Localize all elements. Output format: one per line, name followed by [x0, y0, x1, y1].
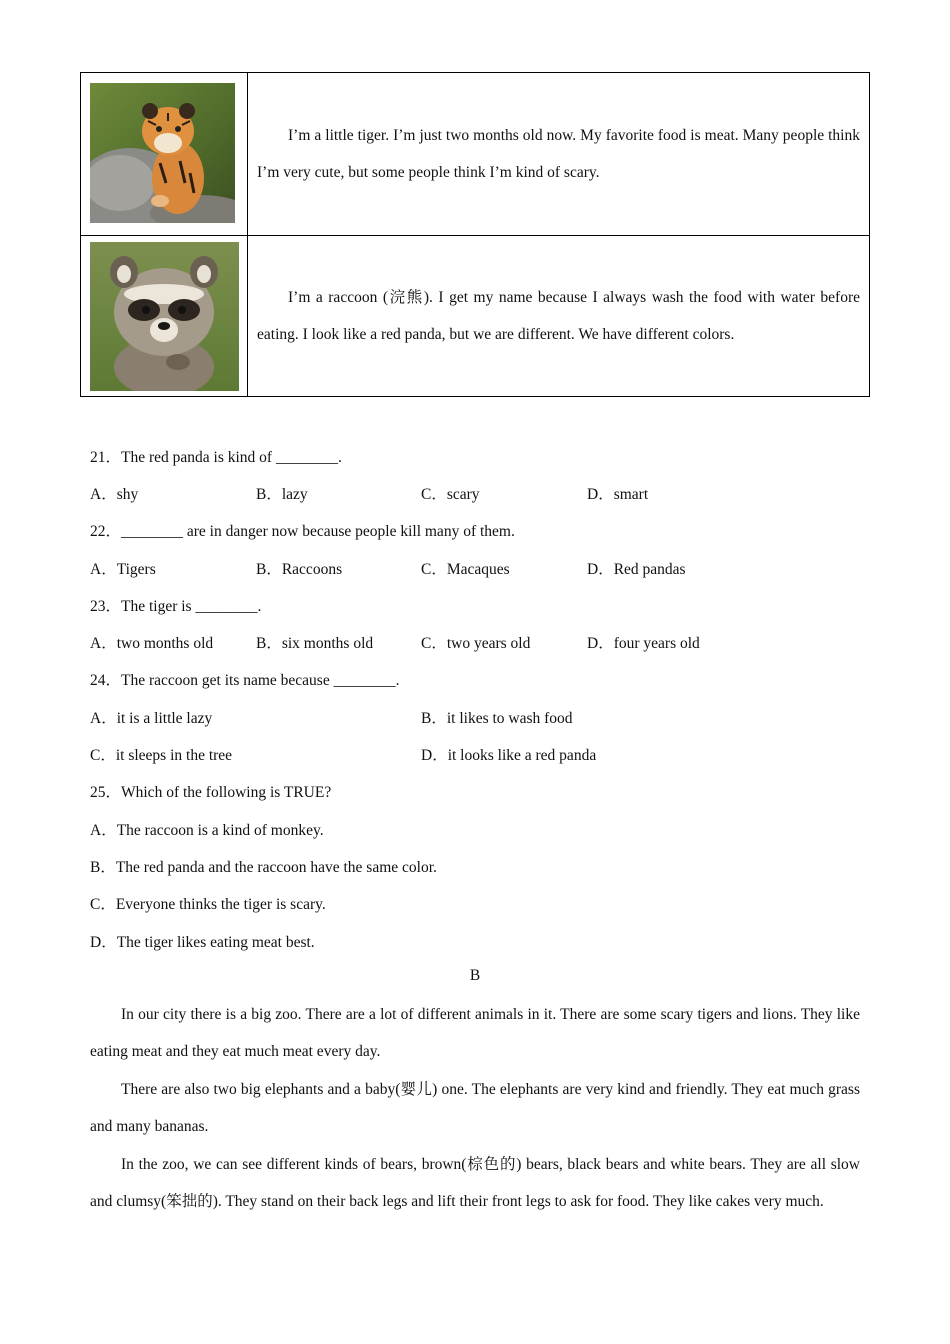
tiger-paragraph: I’m a little tiger. I’m just two months old now. My favorite food is meat. Many people think I’m very cute, but some people think I’m kind of scary. — [257, 127, 860, 181]
image-cell — [81, 73, 248, 235]
option-25-d: D．The tiger likes eating meat best. — [90, 934, 315, 951]
option-23-b: B．six months old — [256, 635, 374, 652]
option-23-a: A．two months old — [90, 635, 214, 652]
tiger-cub-image — [90, 83, 235, 223]
option-25-b: B．The red panda and the raccoon have the same color. — [90, 859, 437, 876]
option-24-a: A．it is a little lazy — [90, 710, 213, 727]
option-21-a: A．shy — [90, 486, 139, 503]
tiger-text-cell — [248, 73, 869, 235]
option-22-c: C．Macaques — [421, 561, 510, 578]
option-21-c: C．scary — [421, 486, 480, 503]
image-cell — [81, 236, 248, 396]
table-row-tiger — [81, 73, 869, 236]
table-row-raccoon — [81, 236, 869, 396]
section-b-heading: B — [469, 967, 481, 984]
option-24-c: C．it sleeps in the tree — [90, 747, 233, 764]
option-22-b: B．Raccoons — [256, 561, 343, 578]
option-25-a: A．The raccoon is a kind of monkey. — [90, 822, 324, 839]
section-b-paragraph-2: There are also two big elephants and a baby(婴儿) one. The elephants are very kind and friendly. They eat much grass and many bananas. — [90, 1081, 860, 1135]
option-24-b: B．it likes to wash food — [421, 710, 573, 727]
option-21-d: D．smart — [587, 486, 649, 503]
question-23: 23．The tiger is ________. — [90, 598, 262, 615]
raccoon-text-cell — [248, 236, 869, 396]
option-22-d: D．Red pandas — [587, 561, 686, 578]
section-b-paragraph-3: In the zoo, we can see different kinds of bears, brown(棕色的) bears, black bears and white bears. They are all slow and clumsy(笨拙的). They stand on their back legs and lift their front legs to ask for food. They like cakes very much. — [90, 1156, 860, 1210]
raccoon-image — [90, 242, 239, 391]
question-25: 25．Which of the following is TRUE? — [90, 784, 332, 801]
question-21: 21．The red panda is kind of ________. — [90, 449, 342, 466]
option-21-b: B．lazy — [256, 486, 308, 503]
section-b-paragraph-1: In our city there is a big zoo. There are a lot of different animals in it. There are some scary tigers and lions. They like eating meat and they eat much meat every day. — [90, 1006, 860, 1060]
option-24-d: D．it looks like a red panda — [421, 747, 597, 764]
option-23-c: C．two years old — [421, 635, 531, 652]
option-23-d: D．four years old — [587, 635, 700, 652]
reading-table — [80, 72, 870, 397]
option-22-a: A．Tigers — [90, 561, 156, 578]
raccoon-paragraph: I’m a raccoon (浣熊). I get my name because I always wash the food with water before eating. I look like a red panda, but we are different. We have different colors. — [257, 289, 860, 343]
question-24: 24．The raccoon get its name because ________. — [90, 672, 400, 689]
option-25-c: C．Everyone thinks the tiger is scary. — [90, 896, 326, 913]
question-22: 22．________ are in danger now because people kill many of them. — [90, 523, 515, 540]
